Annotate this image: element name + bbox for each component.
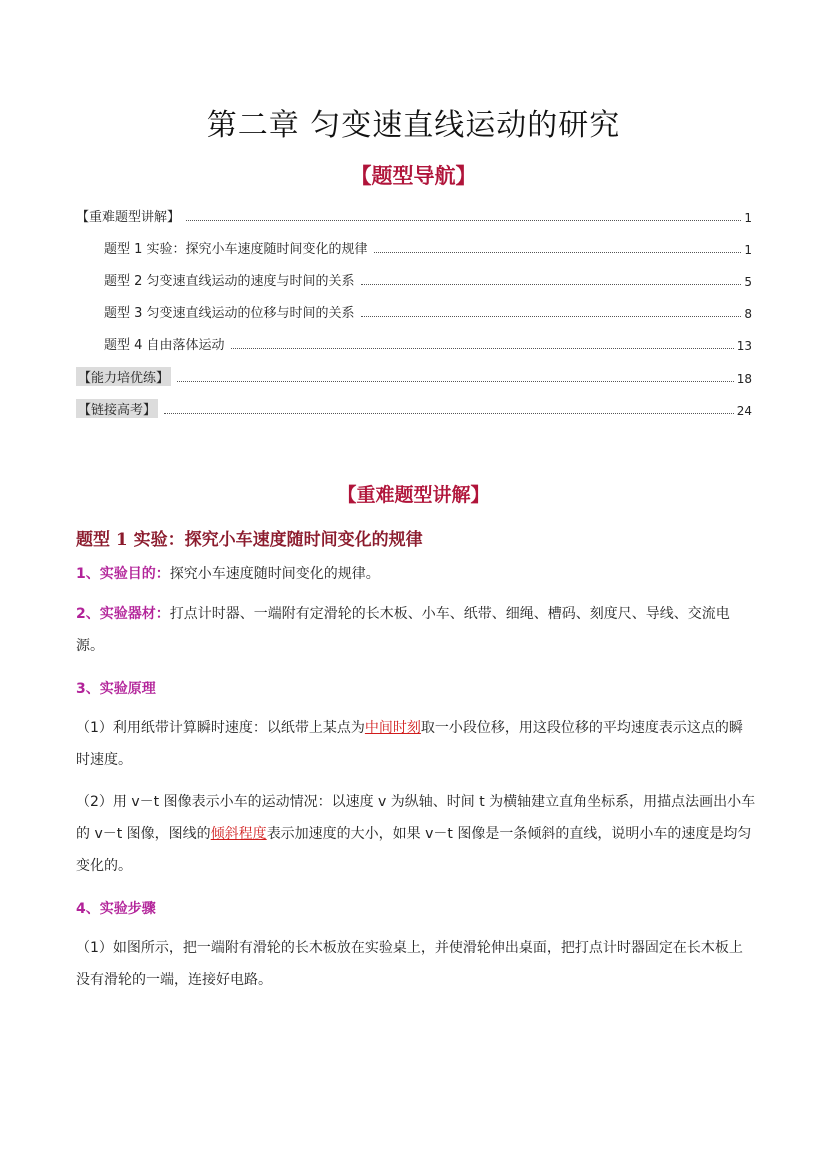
step-1-text: （1）如图所示，把一端附有滑轮的长木板放在实验桌上，并使滑轮伸出桌面，把打点计时器固定在长木板上没有滑轮的一端，连接好电路。 bbox=[76, 940, 743, 988]
p1-text-b: 取一小段位移，用这段位移的平均速度表示这点的瞬时速度。 bbox=[76, 720, 743, 768]
equipment-label: 2、实验器材： bbox=[76, 606, 170, 622]
toc-label: 题型 4 自由落体运动 bbox=[104, 338, 225, 353]
toc-leader bbox=[186, 219, 741, 221]
toc-entry[interactable] bbox=[76, 205, 752, 225]
highlight-term: 中间时刻 bbox=[364, 720, 421, 736]
principle-heading: 3、实验原理 bbox=[76, 681, 156, 697]
toc-entry[interactable] bbox=[104, 269, 752, 289]
toc-page-number: 1 bbox=[744, 211, 752, 225]
p2-text-a: （2）用 v－t 图像表示小车的运动情况：以速度 v 为纵轴、时间 t 为横轴建立直角坐标系，用描点法画出小车的 v－t 图像，图线的 bbox=[76, 794, 756, 842]
toc-entry[interactable] bbox=[76, 366, 752, 386]
toc-label: 【重难题型讲解】 bbox=[76, 210, 181, 225]
steps-heading: 4、实验步骤 bbox=[76, 901, 156, 917]
purpose-label: 1、实验目的： bbox=[76, 566, 170, 582]
toc-page-number: 18 bbox=[736, 372, 752, 386]
toc-label: 题型 3 匀变速直线运动的位移与时间的关系 bbox=[104, 306, 355, 321]
equipment-text: 打点计时器、一端附有定滑轮的长木板、小车、纸带、细绳、槽码、刻度尺、导线、交流电源。 bbox=[76, 606, 730, 654]
toc-page-number: 8 bbox=[744, 307, 752, 321]
toc-entry[interactable] bbox=[76, 398, 752, 418]
toc-page-number: 24 bbox=[736, 404, 752, 418]
toc-label: 题型 2 匀变速直线运动的速度与时间的关系 bbox=[104, 274, 355, 289]
principle-paragraph-2 bbox=[76, 786, 756, 882]
toc-leader bbox=[177, 380, 734, 382]
principle-paragraph-1 bbox=[76, 712, 756, 776]
purpose-text: 探究小车速度随时间变化的规律。 bbox=[169, 566, 380, 582]
highlight-term: 倾斜程度 bbox=[210, 826, 267, 842]
p1-text-a: （1）利用纸带计算瞬时速度：以纸带上某点为 bbox=[76, 720, 365, 736]
toc-page-number: 5 bbox=[744, 275, 752, 289]
toc-label: 【链接高考】 bbox=[76, 399, 158, 418]
toc-leader bbox=[374, 251, 742, 253]
nav-heading: 【题型导航】 bbox=[350, 163, 477, 188]
section-title: 【重难题型讲解】 bbox=[337, 484, 490, 506]
p2-text-b: 表示加速度的大小，如果 v－t 图像是一条倾斜的直线，说明小车的速度是均匀变化的。 bbox=[76, 826, 752, 874]
toc-leader bbox=[361, 315, 742, 317]
toc-label: 题型 1 实验：探究小车速度随时间变化的规律 bbox=[104, 242, 368, 257]
step-paragraph-1 bbox=[76, 932, 756, 996]
toc-page-number: 1 bbox=[744, 243, 752, 257]
toc-entry[interactable] bbox=[104, 301, 752, 321]
toc-label: 【能力培优练】 bbox=[76, 367, 171, 386]
toc-entry[interactable] bbox=[104, 333, 752, 353]
page-title: 第二章 匀变速直线运动的研究 bbox=[206, 108, 621, 143]
toc-leader bbox=[231, 347, 734, 349]
purpose-paragraph bbox=[76, 558, 756, 590]
toc-leader bbox=[361, 283, 742, 285]
toc-page-number: 13 bbox=[736, 339, 752, 353]
toc-entry[interactable] bbox=[104, 237, 752, 257]
topic-title: 题型 1 实验：探究小车速度随时间变化的规律 bbox=[76, 530, 423, 550]
toc-leader bbox=[164, 412, 734, 414]
equipment-paragraph bbox=[76, 598, 756, 662]
